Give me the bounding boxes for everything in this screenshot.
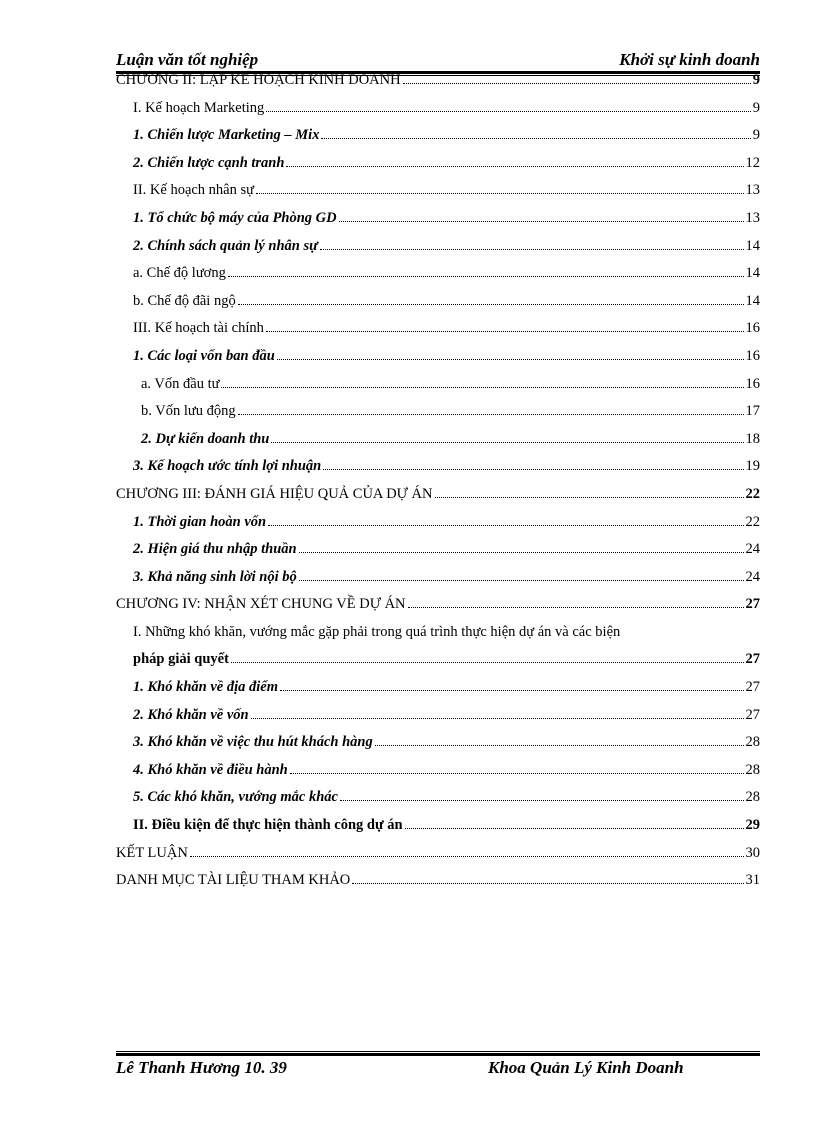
toc-entry-page: 16 bbox=[745, 347, 760, 364]
toc-entry[interactable] bbox=[116, 431, 760, 459]
toc-entry-label: 3. Khả năng sinh lời nội bộ bbox=[133, 568, 297, 585]
toc-entry[interactable] bbox=[116, 514, 760, 542]
toc-dot-leader bbox=[268, 525, 743, 526]
toc-entry[interactable] bbox=[116, 596, 760, 624]
toc-dot-leader bbox=[405, 828, 744, 829]
toc-entry-page: 22 bbox=[745, 513, 760, 530]
toc-entry[interactable] bbox=[116, 872, 760, 900]
table-of-contents bbox=[116, 72, 760, 900]
toc-entry[interactable] bbox=[116, 679, 760, 707]
toc-dot-leader bbox=[190, 856, 744, 857]
toc-entry-label: I. Những khó khăn, vướng mắc gặp phải trong quá trình thực hiện dự án và các biện bbox=[133, 623, 621, 640]
toc-entry-page: 29 bbox=[745, 817, 760, 834]
toc-entry-label: 1. Khó khăn về địa điểm bbox=[133, 679, 279, 696]
toc-entry-label: II. Điều kiện để thực hiện thành công dự án bbox=[133, 817, 403, 834]
toc-dot-leader bbox=[256, 193, 744, 194]
page-header bbox=[116, 44, 760, 70]
toc-entry-page: 28 bbox=[745, 761, 760, 778]
toc-entry-page: 24 bbox=[745, 541, 760, 558]
toc-entry[interactable] bbox=[116, 320, 760, 348]
toc-entry-page: 18 bbox=[745, 430, 760, 447]
toc-entry[interactable] bbox=[116, 265, 760, 293]
toc-dot-leader bbox=[403, 83, 751, 84]
toc-dot-leader bbox=[228, 276, 744, 277]
toc-entry[interactable] bbox=[116, 541, 760, 569]
toc-dot-leader bbox=[266, 331, 744, 332]
toc-entry-label: a. Vốn đầu tư bbox=[141, 375, 220, 392]
toc-entry-label: 1. Các loại vốn ban đầu bbox=[133, 347, 275, 364]
toc-dot-leader bbox=[251, 718, 744, 719]
toc-entry[interactable] bbox=[116, 127, 760, 155]
toc-entry-page: 9 bbox=[752, 99, 760, 116]
toc-entry-label: 5. Các khó khăn, vướng mắc khác bbox=[133, 789, 338, 806]
toc-entry-label: pháp giải quyết bbox=[133, 651, 229, 668]
toc-entry-label: b. Chế độ đãi ngộ bbox=[133, 292, 236, 309]
toc-entry-page: 16 bbox=[745, 320, 760, 337]
toc-entry-label: I. Kế hoạch Marketing bbox=[133, 99, 265, 116]
toc-dot-leader bbox=[375, 745, 744, 746]
toc-dot-leader bbox=[408, 607, 744, 608]
toc-entry-label: 4. Khó khăn về điều hành bbox=[133, 761, 288, 778]
toc-entry[interactable] bbox=[116, 762, 760, 790]
toc-entry-page: 24 bbox=[745, 568, 760, 585]
toc-dot-leader bbox=[320, 249, 744, 250]
toc-entry[interactable] bbox=[116, 293, 760, 321]
toc-dot-leader bbox=[340, 800, 744, 801]
toc-dot-leader bbox=[352, 883, 743, 884]
toc-entry-label: 1. Chiến lược Marketing – Mix bbox=[133, 127, 320, 144]
toc-entry-label: CHƯƠNG II: LẬP KẾ HOẠCH KINH DOANH bbox=[116, 72, 401, 88]
toc-entry-page: 30 bbox=[745, 844, 760, 861]
toc-entry[interactable] bbox=[116, 238, 760, 266]
toc-dot-leader bbox=[321, 138, 750, 139]
header-right-title: Khởi sự kinh doanh bbox=[619, 50, 760, 69]
toc-entry[interactable] bbox=[116, 569, 760, 597]
toc-entry-label: 2. Chính sách quản lý nhân sự bbox=[133, 237, 318, 254]
toc-entry-page: 31 bbox=[745, 872, 760, 889]
toc-entry-page: 16 bbox=[745, 375, 760, 392]
toc-entry[interactable] bbox=[116, 155, 760, 183]
toc-entry[interactable] bbox=[116, 651, 760, 679]
toc-dot-leader bbox=[290, 773, 744, 774]
toc-entry-page: 12 bbox=[745, 154, 760, 171]
toc-dot-leader bbox=[435, 497, 744, 498]
toc-entry-page: 14 bbox=[745, 265, 760, 282]
toc-entry[interactable] bbox=[116, 100, 760, 128]
toc-dot-leader bbox=[266, 111, 750, 112]
toc-entry-page: 17 bbox=[745, 403, 760, 420]
toc-entry-page: 13 bbox=[745, 182, 760, 199]
toc-entry-label: CHƯƠNG IV: NHẬN XÉT CHUNG VỀ DỰ ÁN bbox=[116, 596, 406, 613]
toc-entry[interactable] bbox=[116, 72, 760, 100]
toc-entry-page: 27 bbox=[745, 679, 760, 696]
footer-rule bbox=[116, 1051, 760, 1056]
toc-entry-page: 9 bbox=[752, 72, 760, 88]
toc-entry-label: II. Kế hoạch nhân sự bbox=[133, 182, 254, 199]
toc-entry-label: 2. Dự kiến doanh thu bbox=[141, 430, 270, 447]
footer-author: Lê Thanh Hương 10. 39 bbox=[116, 1058, 287, 1077]
toc-entry-page: 13 bbox=[745, 209, 760, 226]
toc-dot-leader bbox=[277, 359, 744, 360]
toc-entry-label: 1. Thời gian hoàn vốn bbox=[133, 513, 267, 530]
toc-entry-page: 27 bbox=[745, 596, 760, 613]
toc-entry-page: 9 bbox=[752, 127, 760, 144]
toc-dot-leader bbox=[299, 580, 744, 581]
page-footer bbox=[116, 1058, 716, 1080]
toc-entry[interactable] bbox=[116, 376, 760, 404]
toc-entry-page: 28 bbox=[745, 789, 760, 806]
toc-dot-leader bbox=[238, 414, 744, 415]
toc-entry-page: 22 bbox=[745, 485, 760, 502]
toc-entry[interactable] bbox=[116, 486, 760, 514]
toc-entry-page: 14 bbox=[745, 292, 760, 309]
toc-entry[interactable] bbox=[116, 458, 760, 486]
header-left-title: Luận văn tốt nghiệp bbox=[116, 50, 259, 69]
toc-entry[interactable] bbox=[116, 817, 760, 845]
toc-entry-label: a. Chế độ lương bbox=[133, 265, 226, 282]
toc-dot-leader bbox=[280, 690, 743, 691]
toc-entry-page: 28 bbox=[745, 734, 760, 751]
toc-dot-leader bbox=[339, 221, 744, 222]
toc-entry-label: 2. Khó khăn về vốn bbox=[133, 706, 249, 723]
toc-dot-leader bbox=[221, 387, 743, 388]
toc-entry-label: 2. Hiện giá thu nhập thuần bbox=[133, 541, 297, 558]
toc-dot-leader bbox=[238, 304, 744, 305]
toc-entry-page: 27 bbox=[745, 651, 760, 668]
toc-dot-leader bbox=[231, 662, 744, 663]
toc-entry-page: 14 bbox=[745, 237, 760, 254]
toc-entry[interactable] bbox=[116, 348, 760, 376]
toc-entry[interactable] bbox=[116, 734, 760, 762]
toc-entry-label: CHƯƠNG III: ĐÁNH GIÁ HIỆU QUẢ CỦA DỰ ÁN bbox=[116, 485, 433, 502]
toc-dot-leader bbox=[271, 442, 743, 443]
toc-entry-label: KẾT LUẬN bbox=[116, 844, 188, 861]
toc-entry[interactable] bbox=[116, 182, 760, 210]
toc-entry-label: 1. Tổ chức bộ máy của Phòng GD bbox=[133, 209, 337, 226]
toc-entry[interactable] bbox=[116, 210, 760, 238]
toc-entry-page: 27 bbox=[745, 706, 760, 723]
toc-entry-label: 3. Khó khăn về việc thu hút khách hàng bbox=[133, 734, 373, 751]
toc-dot-leader bbox=[286, 166, 743, 167]
toc-dot-leader bbox=[323, 469, 743, 470]
toc-entry[interactable] bbox=[116, 845, 760, 873]
toc-entry-label: 3. Kế hoạch ước tính lợi nhuận bbox=[133, 458, 322, 475]
footer-department: Khoa Quản Lý Kinh Doanh bbox=[488, 1058, 684, 1077]
toc-entry-page: 19 bbox=[745, 458, 760, 475]
toc-entry-label: DANH MỤC TÀI LIỆU THAM KHẢO bbox=[116, 872, 351, 889]
toc-entry[interactable] bbox=[116, 789, 760, 817]
toc-entry[interactable] bbox=[116, 624, 760, 652]
toc-entry-label: 2. Chiến lược cạnh tranh bbox=[133, 154, 285, 171]
toc-entry[interactable] bbox=[116, 403, 760, 431]
toc-entry[interactable] bbox=[116, 707, 760, 735]
toc-entry-label: III. Kế hoạch tài chính bbox=[133, 320, 264, 337]
toc-entry-label: b. Vốn lưu động bbox=[141, 403, 236, 420]
toc-dot-leader bbox=[299, 552, 744, 553]
